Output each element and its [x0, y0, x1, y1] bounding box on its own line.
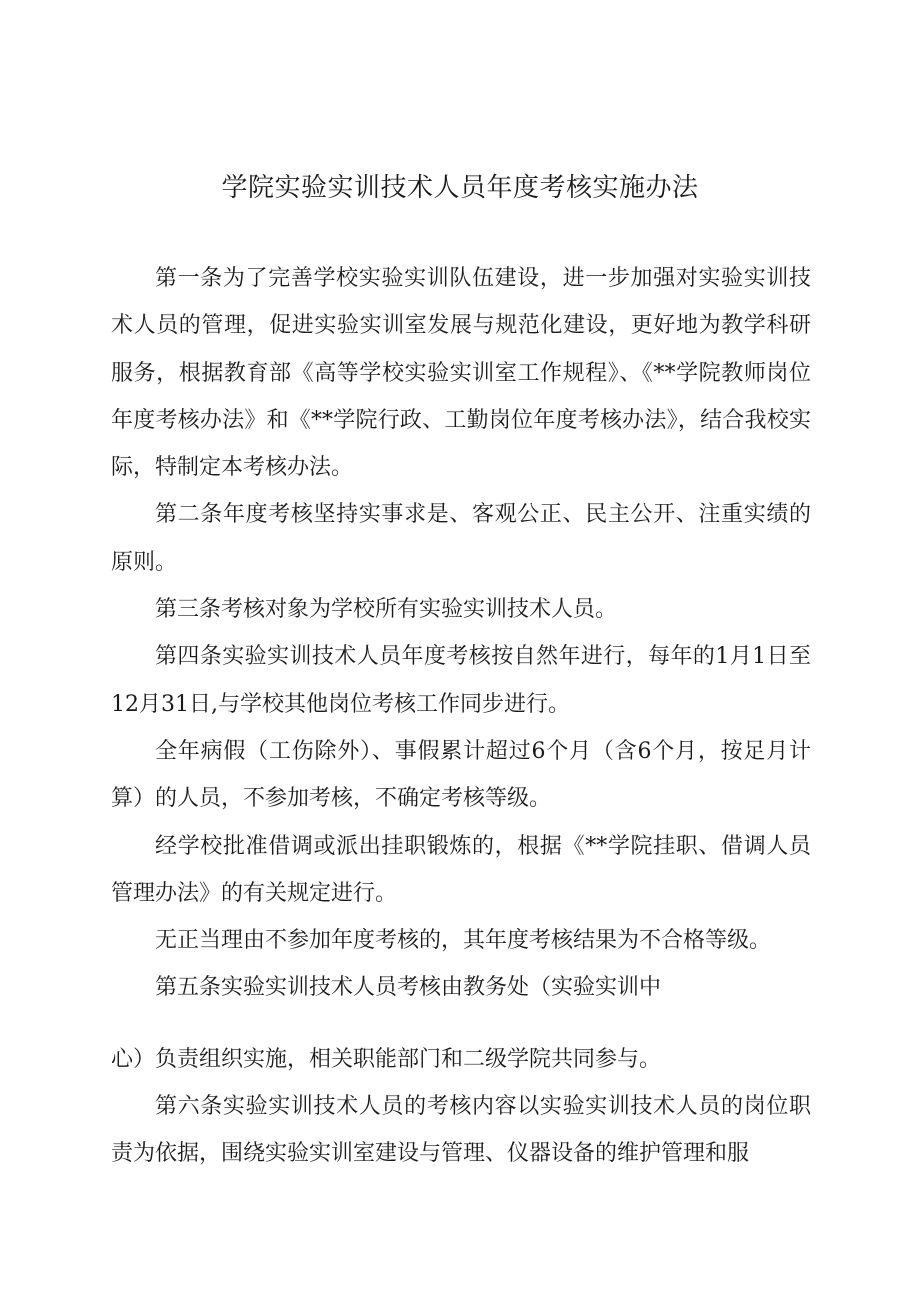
paragraph-article-1: 第一条为了完善学校实验实训队伍建设，进一步加强对实验实训技术人员的管理，促进实验实训室发展与规范化建设，更好地为教学科研服务，根据教育部《高等学校实验实训室工作规程》、《**学院教师岗位年度考核办法》和《**学院行政、工勤岗位年度考核办法》，结合我校实际，特制定本考核办法。 — [111, 266, 811, 481]
document-title: 学院实验实训技术人员年度考核实施办法 — [221, 173, 699, 203]
document-body — [111, 255, 811, 1178]
paragraph-article-5-part-2: 心）负责组织实施，相关职能部门和二级学院共同参与。 — [111, 1046, 662, 1072]
paragraph-article-3: 第三条考核对象为学校所有实验实训技术人员。 — [155, 597, 618, 623]
paragraph-article-4: 第四条实验实训技术人员年度考核按自然年进行，每年的1月1日至12月31日,与学校其他岗位考核工作同步进行。 — [111, 644, 811, 717]
paragraph-absence: 无正当理由不参加年度考核的，其年度考核结果为不合格等级。 — [155, 928, 772, 954]
paragraph-article-6: 第六条实验实训技术人员的考核内容以实验实训技术人员的岗位职责为依据，围绕实验实训室建设与管理、仪器设备的维护管理和服 — [111, 1094, 811, 1167]
paragraph-sick-leave: 全年病假（工伤除外）、事假累计超过6个月（含6个月，按足月计算）的人员，不参加考核，不确定考核等级。 — [111, 738, 811, 812]
paragraph-article-2: 第二条年度考核坚持实事求是、客观公正、民主公开、注重实绩的原则。 — [111, 502, 811, 575]
paragraph-secondment: 经学校批准借调或派出挂职锻炼的，根据《**学院挂职、借调人员管理办法》的有关规定进行。 — [111, 833, 811, 906]
paragraph-article-5-part-1: 第五条实验实训技术人员考核由教务处（实验实训中 — [155, 975, 662, 1001]
